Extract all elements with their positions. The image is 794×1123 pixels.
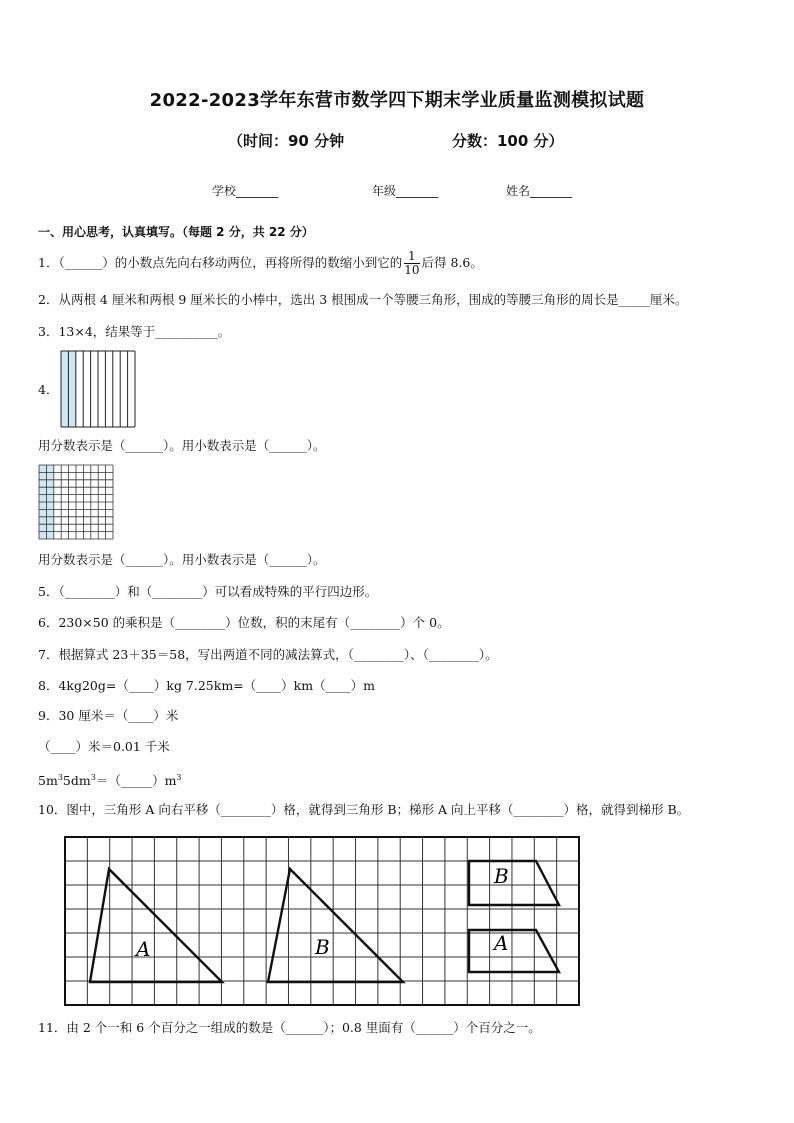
name-field: 姓名_______ [506, 184, 573, 198]
triangle-b-label: B [315, 935, 330, 959]
section-heading: 一、用心思考，认真填写。（每题 2 分，共 22 分） [38, 225, 314, 239]
shaded-strip-1 [61, 351, 68, 427]
q9-text-b: 5dm [62, 773, 91, 789]
fraction-denominator: 10 [404, 263, 420, 277]
shaded-strip-2 [68, 351, 75, 427]
superscript: 3 [176, 773, 182, 782]
question-2: 2．从两根 4 厘米和两根 9 厘米长的小棒中，选出 3 根围成一个等腰三角形，围成的等腰三角形的周长是_____厘米。 [38, 292, 688, 307]
superscript: 3 [57, 773, 63, 782]
grade-field: 年级_______ [372, 184, 439, 198]
question-4-line-1: 用分数表示是（______）。用小数表示是（______）。 [38, 438, 326, 453]
question-9-line-3 [38, 770, 182, 789]
question-4-number: 4． [38, 382, 59, 397]
school-field: 学校_______ [212, 184, 279, 198]
strip-figure [60, 350, 136, 428]
fraction [404, 250, 419, 277]
trapezoid-a [469, 930, 559, 972]
question-1-after: 后得 8.6。 [421, 255, 483, 270]
question-5: 5．（________）和（________）可以看成特殊的平行四边形。 [38, 584, 378, 599]
trapezoid-a-label: A [494, 931, 509, 955]
question-6: 6．230×50 的乘积是（________）位数，积的末尾有（________）个 0。 [38, 615, 450, 630]
score-label: 分数：100 分） [452, 132, 564, 150]
question-4-line-2: 用分数表示是（______）。用小数表示是（______）。 [38, 552, 326, 567]
question-8: 8．4kg20g=（____）kg 7.25km=（____）km（____）m [38, 678, 375, 693]
question-9-line-2: （____）米＝0.01 千米 [38, 739, 170, 754]
superscript: 3 [90, 773, 96, 782]
question-9-line-1: 9．30 厘米＝（____）米 [38, 708, 179, 723]
question-1-before: 1．（______）的小数点先向右移动两位，再将所得的数缩小到它的 [38, 255, 403, 270]
hundred-grid-figure [38, 464, 114, 540]
question-1 [38, 250, 483, 277]
page-title: 2022-2023学年东营市数学四下期末学业质量监测模拟试题 [149, 90, 645, 111]
q9-text-c: ＝（_____）m [95, 773, 177, 789]
q9-text-a: 5m [38, 773, 58, 789]
trapezoid-b [469, 861, 559, 905]
translation-grid-figure [64, 836, 584, 1008]
question-3: 3．13×4，结果等于__________。 [38, 324, 231, 339]
trapezoid-b-label: B [494, 864, 509, 888]
time-label: （时间：90 分钟 [228, 132, 345, 150]
triangle-a-label: A [136, 937, 151, 961]
question-7: 7．根据算式 23＋35＝58，写出两道不同的减法算式，（________）、（________）。 [38, 647, 498, 662]
question-11: 11．由 2 个一和 6 个百分之一组成的数是（______）；0.8 里面有（______）个百分之一。 [38, 1020, 541, 1035]
fraction-numerator: 1 [404, 250, 419, 264]
question-10: 10．图中，三角形 A 向右平移（________）格，就得到三角形 B；梯形 A 向上平移（________）格，就得到梯形 B。 [38, 802, 690, 817]
